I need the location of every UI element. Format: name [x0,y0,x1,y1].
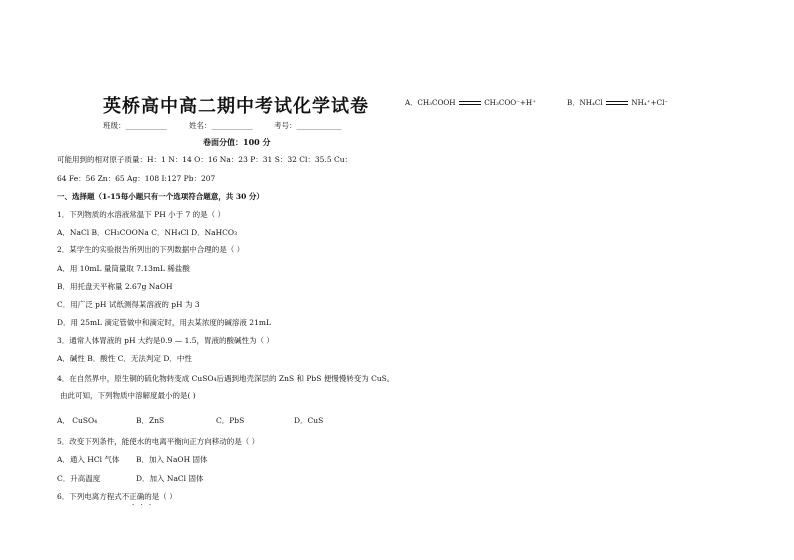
question-2-stem: 2．某学生的实验报告所列出的下列数据中合理的是（ ） [57,245,245,254]
atomic-masses-line-1: 可能用到的相对原子质量：H：1 N：14 O：16 Na：23 P：31 S：32 Cl：35.5 Cu： [57,155,353,164]
question-2-option-b: B．用托盘天平称量 2.67g NaOH [57,282,173,291]
question-2-option-c: C．用广泛 pH 试纸测得某溶液的 pH 为 3 [57,300,200,309]
atomic-masses-line-2: 64 Fe：56 Zn：65 Ag：108 I:127 Pb：207 [57,174,216,183]
question-5-option-d: D．加入 NaCl 固体 [136,474,204,483]
question-1-options: A．NaCl B．CH₃COONa C．NH₄Cl D．NaHCO₃ [57,228,238,237]
question-3-stem: 3．通常人体胃液的 pH 大约是0.9 — 1.5，胃液的酸碱性为（ ） [57,336,274,345]
emphasis-dots: · · · [132,501,154,509]
question-5-option-b: B．加入 NaOH 固体 [136,455,208,464]
equilibrium-arrow-icon [606,100,628,106]
exam-title: 英桥高中高二期中考试化学试卷 [103,96,369,117]
question-2-option-d: D．用 25mL 滴定管做中和滴定时，用去某浓度的碱溶液 21mL [57,318,271,327]
question-2-option-a: A．用 10mL 量筒量取 7.13mL 稀盐酸 [57,264,190,273]
question-6-stem: 6．下列电离方程式不正确的是（ ） [57,492,177,501]
option-a-products: CH₃COO⁻+H⁺ [484,98,536,107]
class-field: 班级：___________ [103,121,167,130]
question-4-option-d: D．CuS [294,416,324,425]
question-5-stem: 5．改变下列条件，能使水的电离平衡向正方向移动的是（ ） [57,437,260,446]
name-field: 姓名：___________ [189,121,253,130]
question-6-option-b [567,98,668,108]
total-score: 卷面分值：100 分 [203,137,271,147]
option-b-reactant: B．NH₄Cl [567,98,603,107]
question-4-option-c: C．PbS [216,416,245,425]
question-1-stem: 1．下列物质的水溶液常温下 PH 小于 7 的是（ ） [57,210,226,219]
equilibrium-arrow-icon [459,100,481,106]
question-6-option-a [405,98,536,108]
question-4-option-b: B．ZnS [136,416,165,425]
question-5-option-c: C．升高温度 [57,474,101,483]
option-a-reactant: A．CH₃COOH [405,98,456,107]
question-4-option-a: A． CuSO₄ [57,416,98,425]
question-4-stem-line-1: 4．在自然界中，原生铜的硫化物转变成 CuSO₄后遇到地壳深层的 ZnS 和 PbS 便慢慢转变为 CuS。 [57,374,395,383]
exam-number-field: 考号：____________ [274,121,342,130]
question-3-options: A．碱性 B．酸性 C．无法判定 D．中性 [57,354,192,363]
question-4-stem-line-2: 由此可知，下列物质中溶解度最小的是( ) [60,391,196,400]
question-5-option-a: A．通入 HCl 气体 [57,455,120,464]
option-b-products: NH₄⁺+Cl⁻ [631,98,669,107]
section-heading: 一、选择题（1-15每小题只有一个选项符合题意，共 30 分） [57,192,264,201]
